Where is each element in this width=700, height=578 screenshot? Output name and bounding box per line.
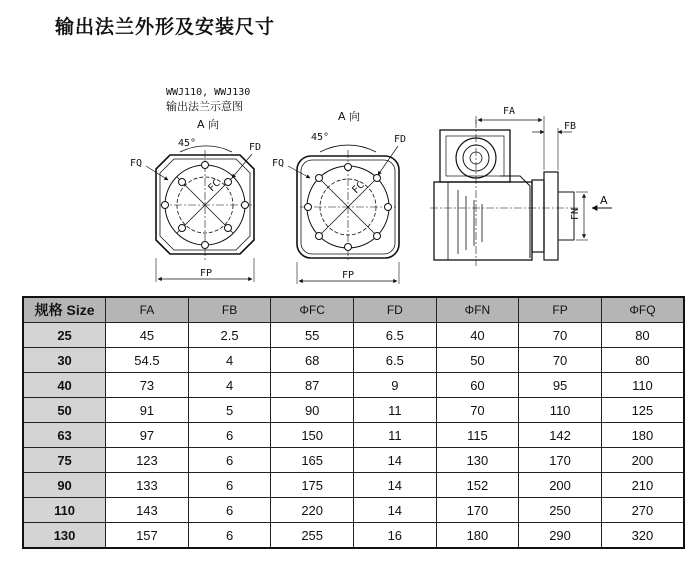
table-cell: 110 bbox=[519, 398, 602, 423]
table-cell: 180 bbox=[601, 423, 684, 448]
table-cell: 200 bbox=[519, 473, 602, 498]
table-cell: 45 bbox=[106, 323, 189, 348]
fq-label-1: FQ bbox=[130, 158, 143, 169]
table-cell: 54.5 bbox=[106, 348, 189, 373]
table-cell: 70 bbox=[519, 323, 602, 348]
bolt-hole bbox=[179, 179, 186, 186]
bolt-hole bbox=[305, 204, 312, 211]
table-cell: 110 bbox=[601, 373, 684, 398]
bolt-hole bbox=[202, 242, 209, 249]
table-cell: 290 bbox=[519, 523, 602, 549]
direction-a-label-1: A 向 bbox=[197, 118, 220, 131]
table-cell: 90 bbox=[271, 398, 354, 423]
table-cell: 73 bbox=[106, 373, 189, 398]
table-cell: 210 bbox=[601, 473, 684, 498]
size-cell: 90 bbox=[23, 473, 106, 498]
table-cell: 255 bbox=[271, 523, 354, 549]
bolt-hole bbox=[162, 202, 169, 209]
table-cell: 6 bbox=[188, 423, 271, 448]
table-cell: 80 bbox=[601, 323, 684, 348]
table-cell: 180 bbox=[436, 523, 519, 549]
table-cell: 2.5 bbox=[188, 323, 271, 348]
size-cell: 30 bbox=[23, 348, 106, 373]
col-header-fb: FB bbox=[188, 297, 271, 323]
table-cell: 14 bbox=[354, 498, 437, 523]
fp-label-1: FP bbox=[200, 268, 213, 279]
table-cell: 143 bbox=[106, 498, 189, 523]
table-cell: 95 bbox=[519, 373, 602, 398]
table-cell: 270 bbox=[601, 498, 684, 523]
model-label: WWJ110, WWJ130 bbox=[166, 87, 251, 98]
table-cell: 165 bbox=[271, 448, 354, 473]
model-caption: 输出法兰示意图 bbox=[166, 100, 243, 113]
table-cell: 16 bbox=[354, 523, 437, 549]
table-cell: 130 bbox=[436, 448, 519, 473]
table-row bbox=[23, 323, 684, 348]
size-cell: 110 bbox=[23, 498, 106, 523]
table-cell: 170 bbox=[436, 498, 519, 523]
fp-label-2: FP bbox=[342, 270, 355, 281]
fn-label: FN bbox=[570, 207, 581, 220]
table-cell: 5 bbox=[188, 398, 271, 423]
table-cell: 70 bbox=[436, 398, 519, 423]
gearbox-side-view bbox=[430, 106, 612, 266]
table-cell: 55 bbox=[271, 323, 354, 348]
table-cell: 123 bbox=[106, 448, 189, 473]
size-cell: 50 bbox=[23, 398, 106, 423]
table-cell: 152 bbox=[436, 473, 519, 498]
bolt-hole bbox=[179, 225, 186, 232]
size-cell: 63 bbox=[23, 423, 106, 448]
bolt-hole bbox=[374, 175, 381, 182]
table-cell: 157 bbox=[106, 523, 189, 549]
table-cell: 80 bbox=[601, 348, 684, 373]
table-cell: 125 bbox=[601, 398, 684, 423]
table-cell: 50 bbox=[436, 348, 519, 373]
arrow-a-label: A bbox=[600, 194, 608, 207]
size-cell: 130 bbox=[23, 523, 106, 549]
fc-label-2: FC bbox=[350, 179, 367, 197]
table-cell: 97 bbox=[106, 423, 189, 448]
table-cell: 9 bbox=[354, 373, 437, 398]
table-cell: 6 bbox=[188, 498, 271, 523]
fd-label-1: FD bbox=[249, 142, 262, 153]
table-cell: 250 bbox=[519, 498, 602, 523]
direction-a-label-2: A 向 bbox=[338, 110, 361, 123]
table-cell: 14 bbox=[354, 473, 437, 498]
fq-label-2: FQ bbox=[272, 158, 285, 169]
table-cell: 40 bbox=[436, 323, 519, 348]
table-cell: 60 bbox=[436, 373, 519, 398]
col-header-fn: ΦFN bbox=[436, 297, 519, 323]
col-header-size: 规格 Size bbox=[23, 297, 106, 323]
fb-label: FB bbox=[564, 121, 577, 132]
table-row bbox=[23, 523, 684, 549]
table-cell: 170 bbox=[519, 448, 602, 473]
table-cell: 87 bbox=[271, 373, 354, 398]
table-cell: 11 bbox=[354, 423, 437, 448]
table-row bbox=[23, 423, 684, 448]
col-header-fp: FP bbox=[519, 297, 602, 323]
spec-table bbox=[22, 296, 685, 549]
bolt-hole bbox=[202, 162, 209, 169]
size-cell: 25 bbox=[23, 323, 106, 348]
angle-label-2: 45° bbox=[311, 132, 330, 143]
table-row bbox=[23, 473, 684, 498]
flange-view-square bbox=[130, 87, 261, 282]
table-row bbox=[23, 498, 684, 523]
table-cell: 4 bbox=[188, 373, 271, 398]
col-header-fc: ΦFC bbox=[271, 297, 354, 323]
table-row bbox=[23, 373, 684, 398]
table-cell: 14 bbox=[354, 448, 437, 473]
table-cell: 115 bbox=[436, 423, 519, 448]
table-cell: 175 bbox=[271, 473, 354, 498]
table-cell: 91 bbox=[106, 398, 189, 423]
bolt-hole bbox=[345, 244, 352, 251]
bolt-hole bbox=[385, 204, 392, 211]
table-cell: 6.5 bbox=[354, 323, 437, 348]
bolt-hole bbox=[374, 233, 381, 240]
bolt-hole bbox=[225, 225, 232, 232]
col-header-fq: ΦFQ bbox=[601, 297, 684, 323]
bolt-hole bbox=[316, 233, 323, 240]
angle-label-1: 45° bbox=[178, 138, 197, 149]
table-row bbox=[23, 398, 684, 423]
size-cell: 75 bbox=[23, 448, 106, 473]
table-cell: 150 bbox=[271, 423, 354, 448]
table-cell: 142 bbox=[519, 423, 602, 448]
bolt-hole bbox=[242, 202, 249, 209]
table-row bbox=[23, 348, 684, 373]
bolt-hole bbox=[345, 164, 352, 171]
fd-label-2: FD bbox=[394, 134, 407, 145]
table-cell: 6 bbox=[188, 473, 271, 498]
table-header-row bbox=[23, 297, 684, 323]
table-cell: 68 bbox=[271, 348, 354, 373]
col-header-fd: FD bbox=[354, 297, 437, 323]
table-cell: 6 bbox=[188, 448, 271, 473]
table-cell: 320 bbox=[601, 523, 684, 549]
table-cell: 4 bbox=[188, 348, 271, 373]
size-cell: 40 bbox=[23, 373, 106, 398]
fc-label-1: FC bbox=[206, 177, 223, 195]
table-cell: 70 bbox=[519, 348, 602, 373]
fa-label: FA bbox=[503, 106, 516, 117]
bolt-hole bbox=[225, 179, 232, 186]
bolt-hole bbox=[316, 175, 323, 182]
table-cell: 6 bbox=[188, 523, 271, 549]
flange-view-round bbox=[272, 109, 406, 284]
table-cell: 220 bbox=[271, 498, 354, 523]
table-cell: 6.5 bbox=[354, 348, 437, 373]
table-cell: 133 bbox=[106, 473, 189, 498]
page-title: 输出法兰外形及安装尺寸 bbox=[55, 16, 276, 38]
col-header-fa: FA bbox=[106, 297, 189, 323]
table-cell: 200 bbox=[601, 448, 684, 473]
table-cell: 11 bbox=[354, 398, 437, 423]
table-row bbox=[23, 448, 684, 473]
